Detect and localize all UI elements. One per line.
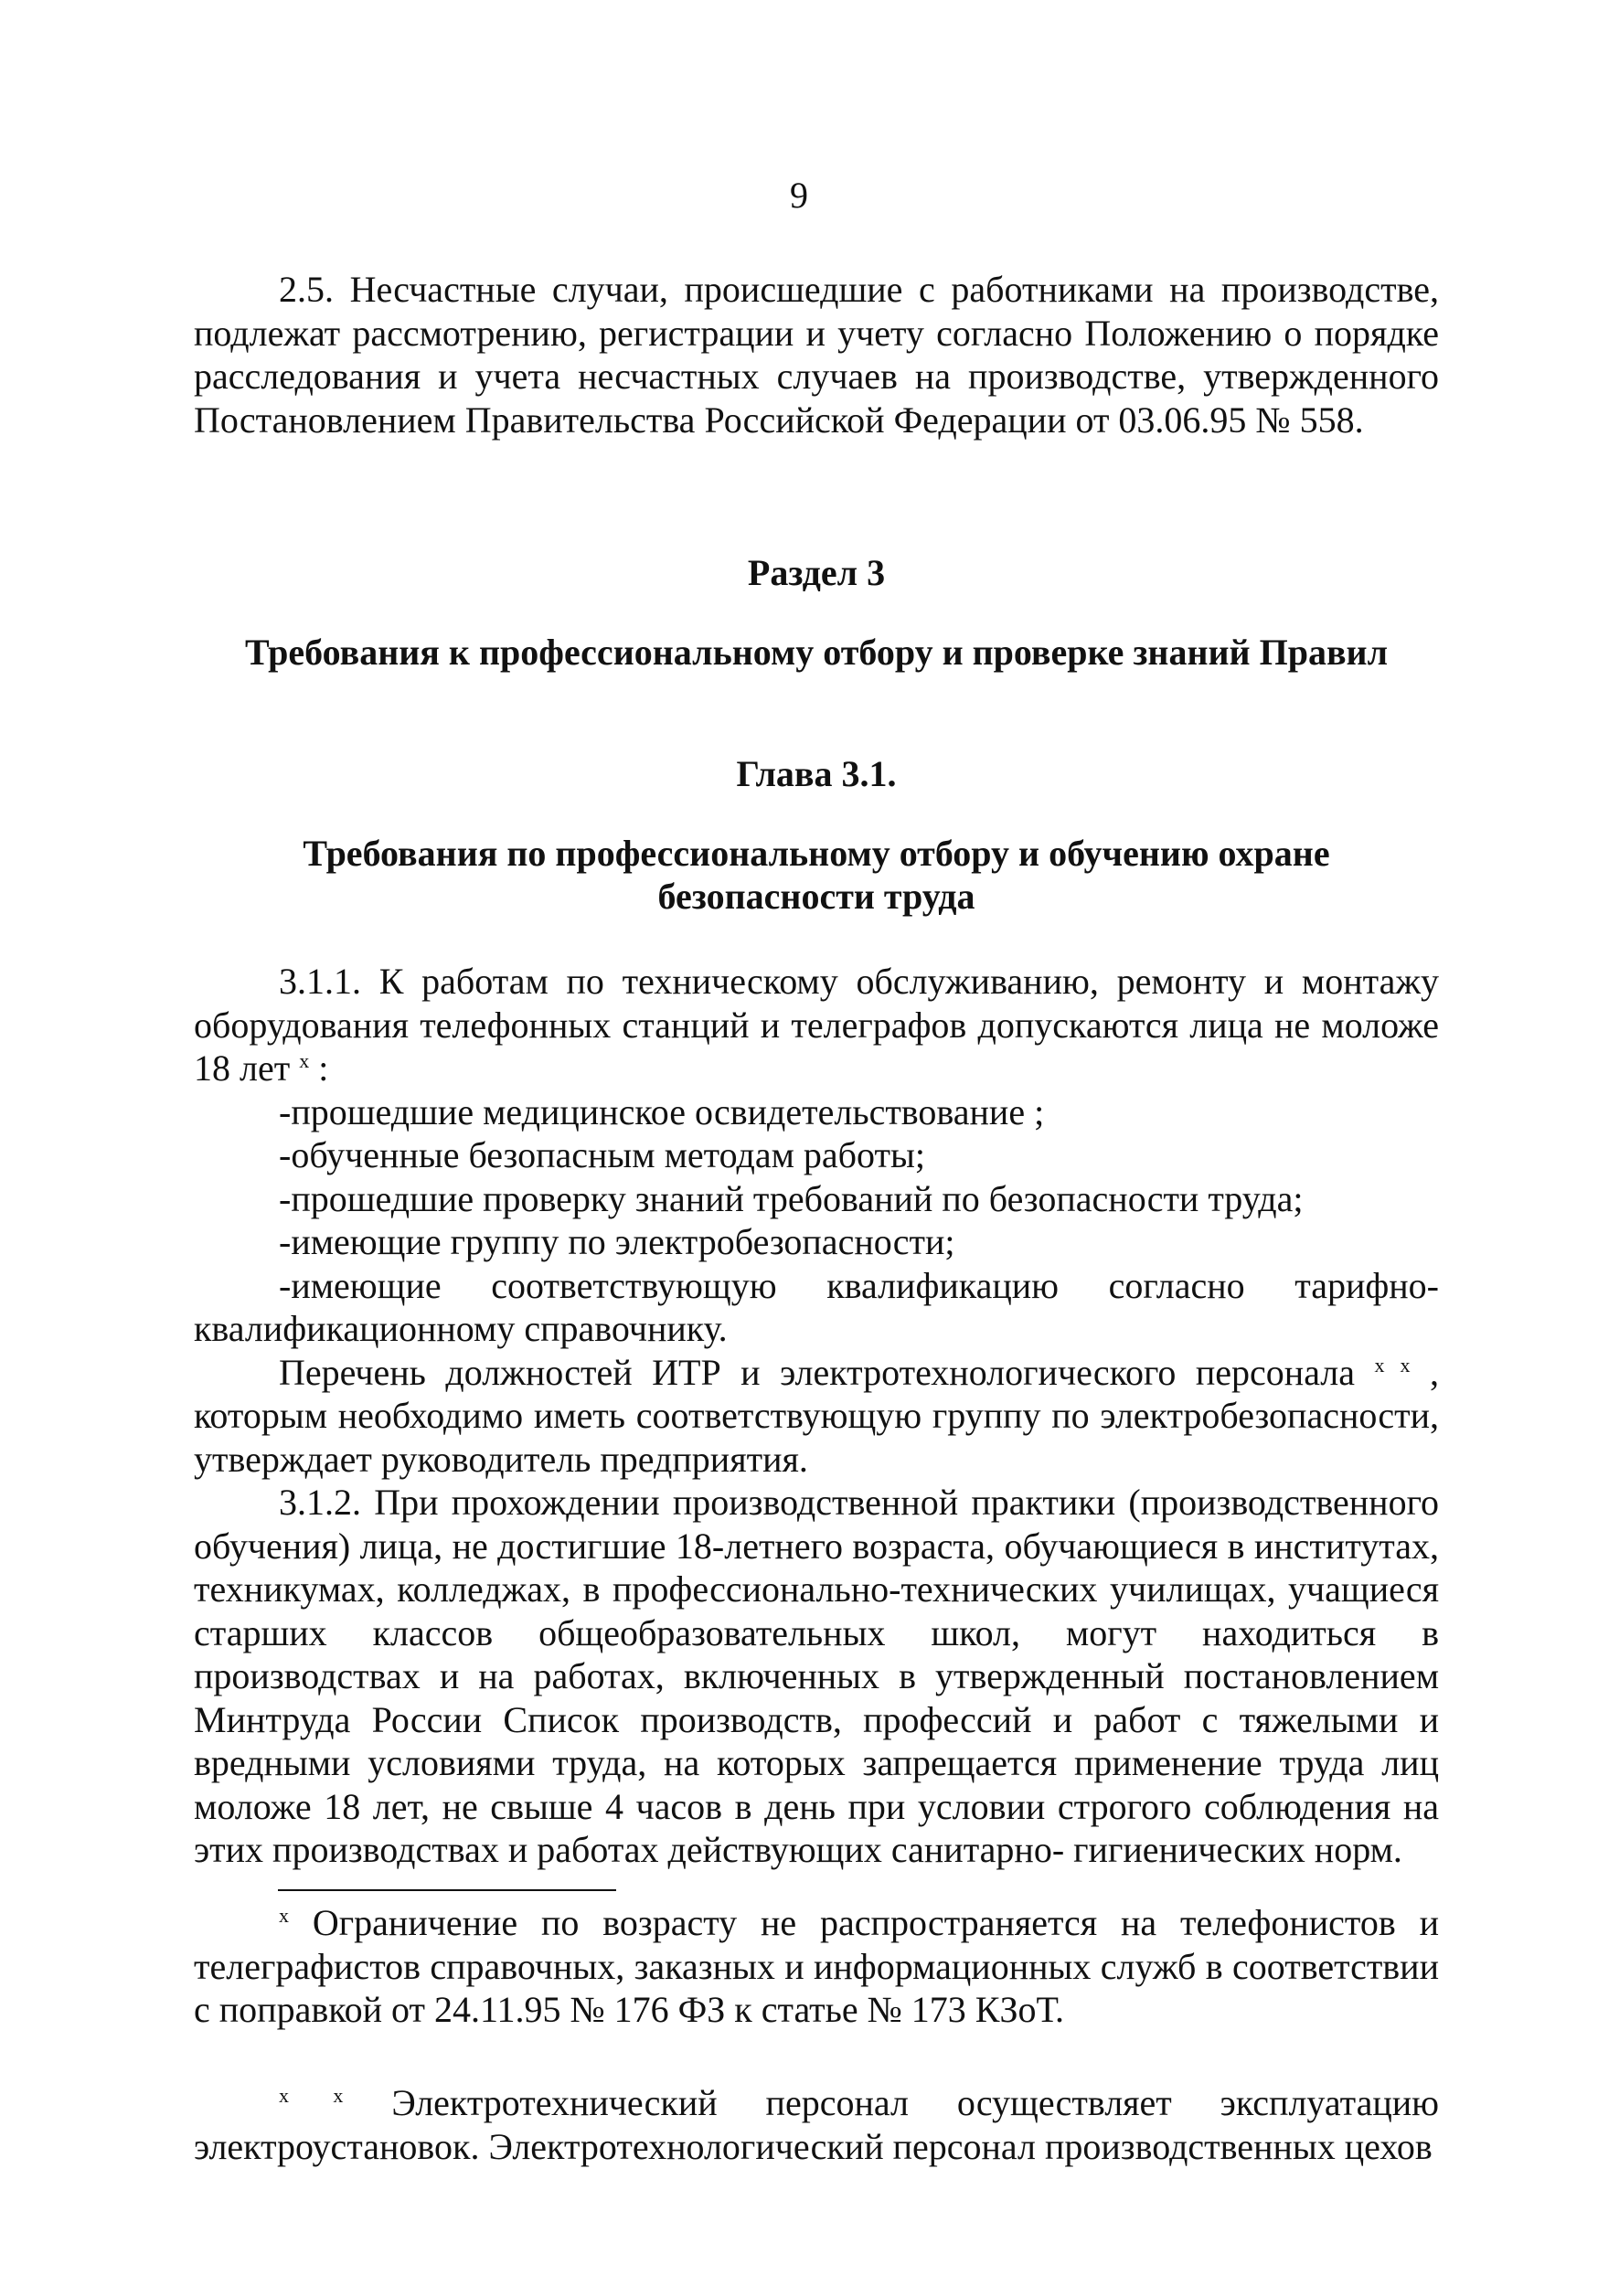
footnote-2-mark: х х [279, 2084, 344, 2107]
paragraph-3-1-1-colon: : [309, 1047, 329, 1089]
footnotes [194, 1901, 1439, 2032]
chapter-title: Требования по профессиональному отбору и обучению охране безопасности труда [303, 833, 1330, 917]
footnote-2 [194, 2081, 1439, 2168]
main-text [194, 960, 1439, 1872]
paragraph-itr [194, 1351, 1439, 1482]
footnote-1-mark: х [279, 1904, 289, 1927]
footnotes-2 [194, 2081, 1439, 2168]
paragraph-itr-text-2: , которым необходимо иметь соответствующую группу по электробезопасности, утверждает руководитель предприятия. [194, 1351, 1440, 1480]
paragraph-3-1-2: 3.1.2. При прохождении производственной практики (производственного обучения) лица, не достигшие 18-летнего возраста, обучающиеся в институтах, техникумах, колледжах, в профессионально-технических училищах, учащиеся старших классов общеобразовательных школ, могут находиться в производствах и на работах, включенных в утвержденный постановлением Минтруда России Список производств, профессий и работ с тяжелыми и вредными условиями труда, на которых запрещается применение труда лиц моложе 18 лет, не свыше 4 часов в день при условии строгого соблюдения на этих производствах и работах действующих санитарно- гигиенических норм. [194, 1482, 1439, 1870]
page-number: 9 [790, 175, 808, 216]
footnote-1 [194, 1901, 1439, 2032]
chapter-heading: Глава 3.1. [736, 753, 897, 794]
list-item: -имеющие соответствующую квалификацию согласно тарифно-квалификационному справочнику. [194, 1264, 1439, 1349]
list-item: -имеющие группу по электробезопасности; [279, 1221, 955, 1262]
section-title: Требования к профессиональному отбору и проверке знаний Правил [244, 632, 1389, 673]
footnote-1-text: Ограничение по возрасту не распространяется на телефонистов и телеграфистов справочных, заказных и информационных служб в соответствии с поправкой от 24.11.95 № 176 ФЗ к статье № 173 КЗоТ. [194, 1902, 1439, 2030]
paragraph-itr-text-1: Перечень должностей ИТР и электротехнологического персонала [279, 1351, 1375, 1393]
footnote-mark-1: х [299, 1049, 310, 1072]
list-item: -прошедшие проверку знаний требований по безопасности труда; [279, 1177, 1304, 1219]
section-heading: Раздел 3 [747, 552, 886, 593]
footnote-mark-2: х х [1374, 1353, 1411, 1377]
footnote-2-text: Электротехнический персонал осуществляет эксплуатацию электроустановок. Электротехнологический персонал производственных цехов [194, 2082, 1440, 2167]
paragraph-3-1-1-text: 3.1.1. К работам по техническому обслуживанию, ремонту и монтажу оборудования телефонных станций и телеграфов допускаются лица не моложе 18 лет [194, 961, 1439, 1089]
paragraph-2-5: 2.5. Несчастные случаи, происшедшие с работниками на производстве, подлежат рассмотрению, регистрации и учету согласно Положению о порядке расследования и учета несчастных случаев на производстве, утвержденного Постановлением Правительства Российской Федерации от 03.06.95 № 558. [194, 269, 1439, 441]
section-2-5 [194, 268, 1439, 441]
paragraph-3-1-1 [194, 960, 1439, 1090]
list-item: -обученные безопасным методам работы; [279, 1134, 925, 1175]
footnote-divider [278, 1889, 616, 1891]
list-item: -прошедшие медицинское освидетельствование ; [279, 1090, 1045, 1132]
